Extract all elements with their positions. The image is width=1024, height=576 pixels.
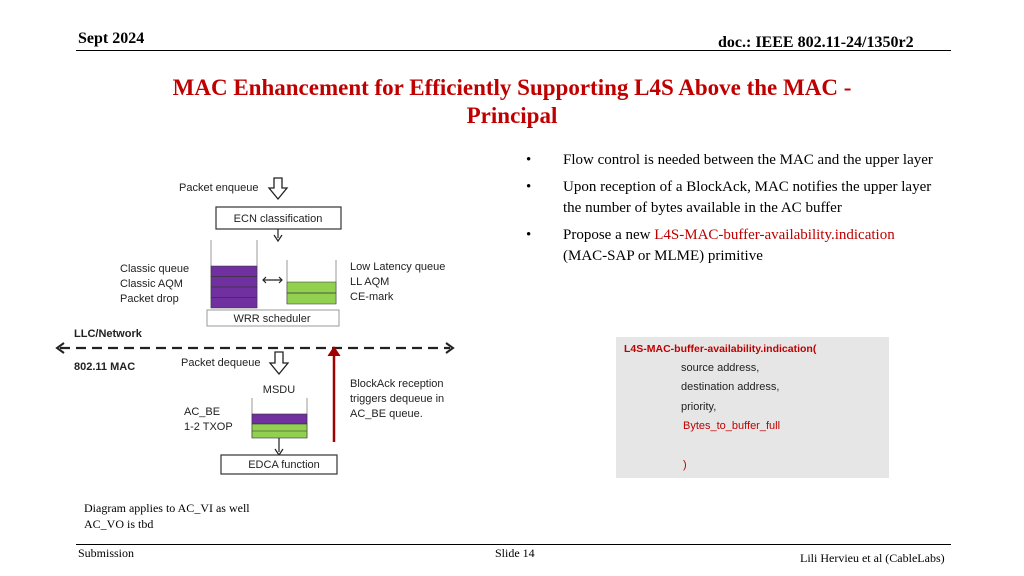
bullet-marker: • [526,152,532,168]
blockack-text-line2: triggers dequeue in [350,393,445,405]
bullet-item [520,225,940,267]
primitive-param: priority, [681,401,717,413]
bullet-text-post: (MAC-SAP or MLME) primitive [563,248,763,264]
txop-label: 1-2 TXOP [184,421,233,433]
mac-80211-label: 802.11 MAC [74,361,136,373]
dequeue-arrow-icon [270,352,288,374]
note-line2: AC_VO is tbd [84,517,154,531]
bullet-text-pre: Propose a new [563,227,655,243]
primitive-param: destination address, [681,381,780,393]
packet-enqueue-label: Packet enqueue [179,182,259,194]
bullet-text: Upon reception of a BlockAck, MAC notifies the upper layer the number of bytes available in the AC buffer [563,179,932,216]
slide-title-line2: Principal [466,103,558,128]
classic-queue-label: Classic queue [120,263,190,275]
packet-dequeue-label: Packet dequeue [181,357,261,369]
primitive-new-param: Bytes_to_buffer_full [683,420,781,432]
footer-divider [76,544,951,545]
msdu-label: MSDU [262,384,296,396]
blockack-text-line1: BlockAck reception [350,378,444,390]
bullet-item [520,177,940,219]
ll-aqm-label: LL AQM [350,276,390,288]
ac-be-classic-packet [252,414,307,424]
bullet-item [520,150,940,171]
bullet-marker: • [526,179,532,195]
bullet-text [563,225,940,267]
primitive-close-paren: ) [683,459,687,471]
primitive-definition-box [616,337,889,478]
l4s-mac-diagram [50,172,460,482]
footer-submission: Submission [78,546,135,560]
primitive-name: L4S-MAC-buffer-availability.indication( [624,343,817,355]
ac-be-label: AC_BE [184,406,221,418]
primitive-name-highlight: L4S-MAC-buffer-availability.indication [654,227,895,243]
classic-aqm-label: Classic AQM [120,278,183,290]
bullet-marker: • [526,227,532,243]
header-divider [76,50,951,51]
note-line1: Diagram applies to AC_VI as well [84,501,250,515]
low-latency-queue-label: Low Latency queue [350,261,446,273]
diagram-note [84,500,250,532]
llc-network-label: LLC/Network [74,328,142,340]
slide-title-line1: MAC Enhancement for Efficiently Supporting L4S Above the MAC - [172,75,852,100]
wrr-scheduler-label: WRR scheduler [233,313,311,325]
enqueue-arrow-icon [269,178,287,199]
ecn-classification-label: ECN classification [233,213,323,225]
header-date: Sept 2024 [78,30,145,47]
primitive-param: source address, [681,362,760,374]
edca-function-label: EDCA function [248,459,320,471]
header-doc-id: doc.: IEEE 802.11-24/1350r2 [718,34,914,51]
bullet-text: Flow control is needed between the MAC and the upper layer [563,152,933,168]
bullet-list [520,150,940,273]
slide-title [100,74,924,130]
packet-drop-label: Packet drop [120,293,179,305]
ce-mark-label: CE-mark [350,291,394,303]
footer-author: Lili Hervieu et al (CableLabs) [800,551,945,565]
footer-slide-number: Slide 14 [495,546,535,560]
blockack-text-line3: AC_BE queue. [350,408,423,420]
